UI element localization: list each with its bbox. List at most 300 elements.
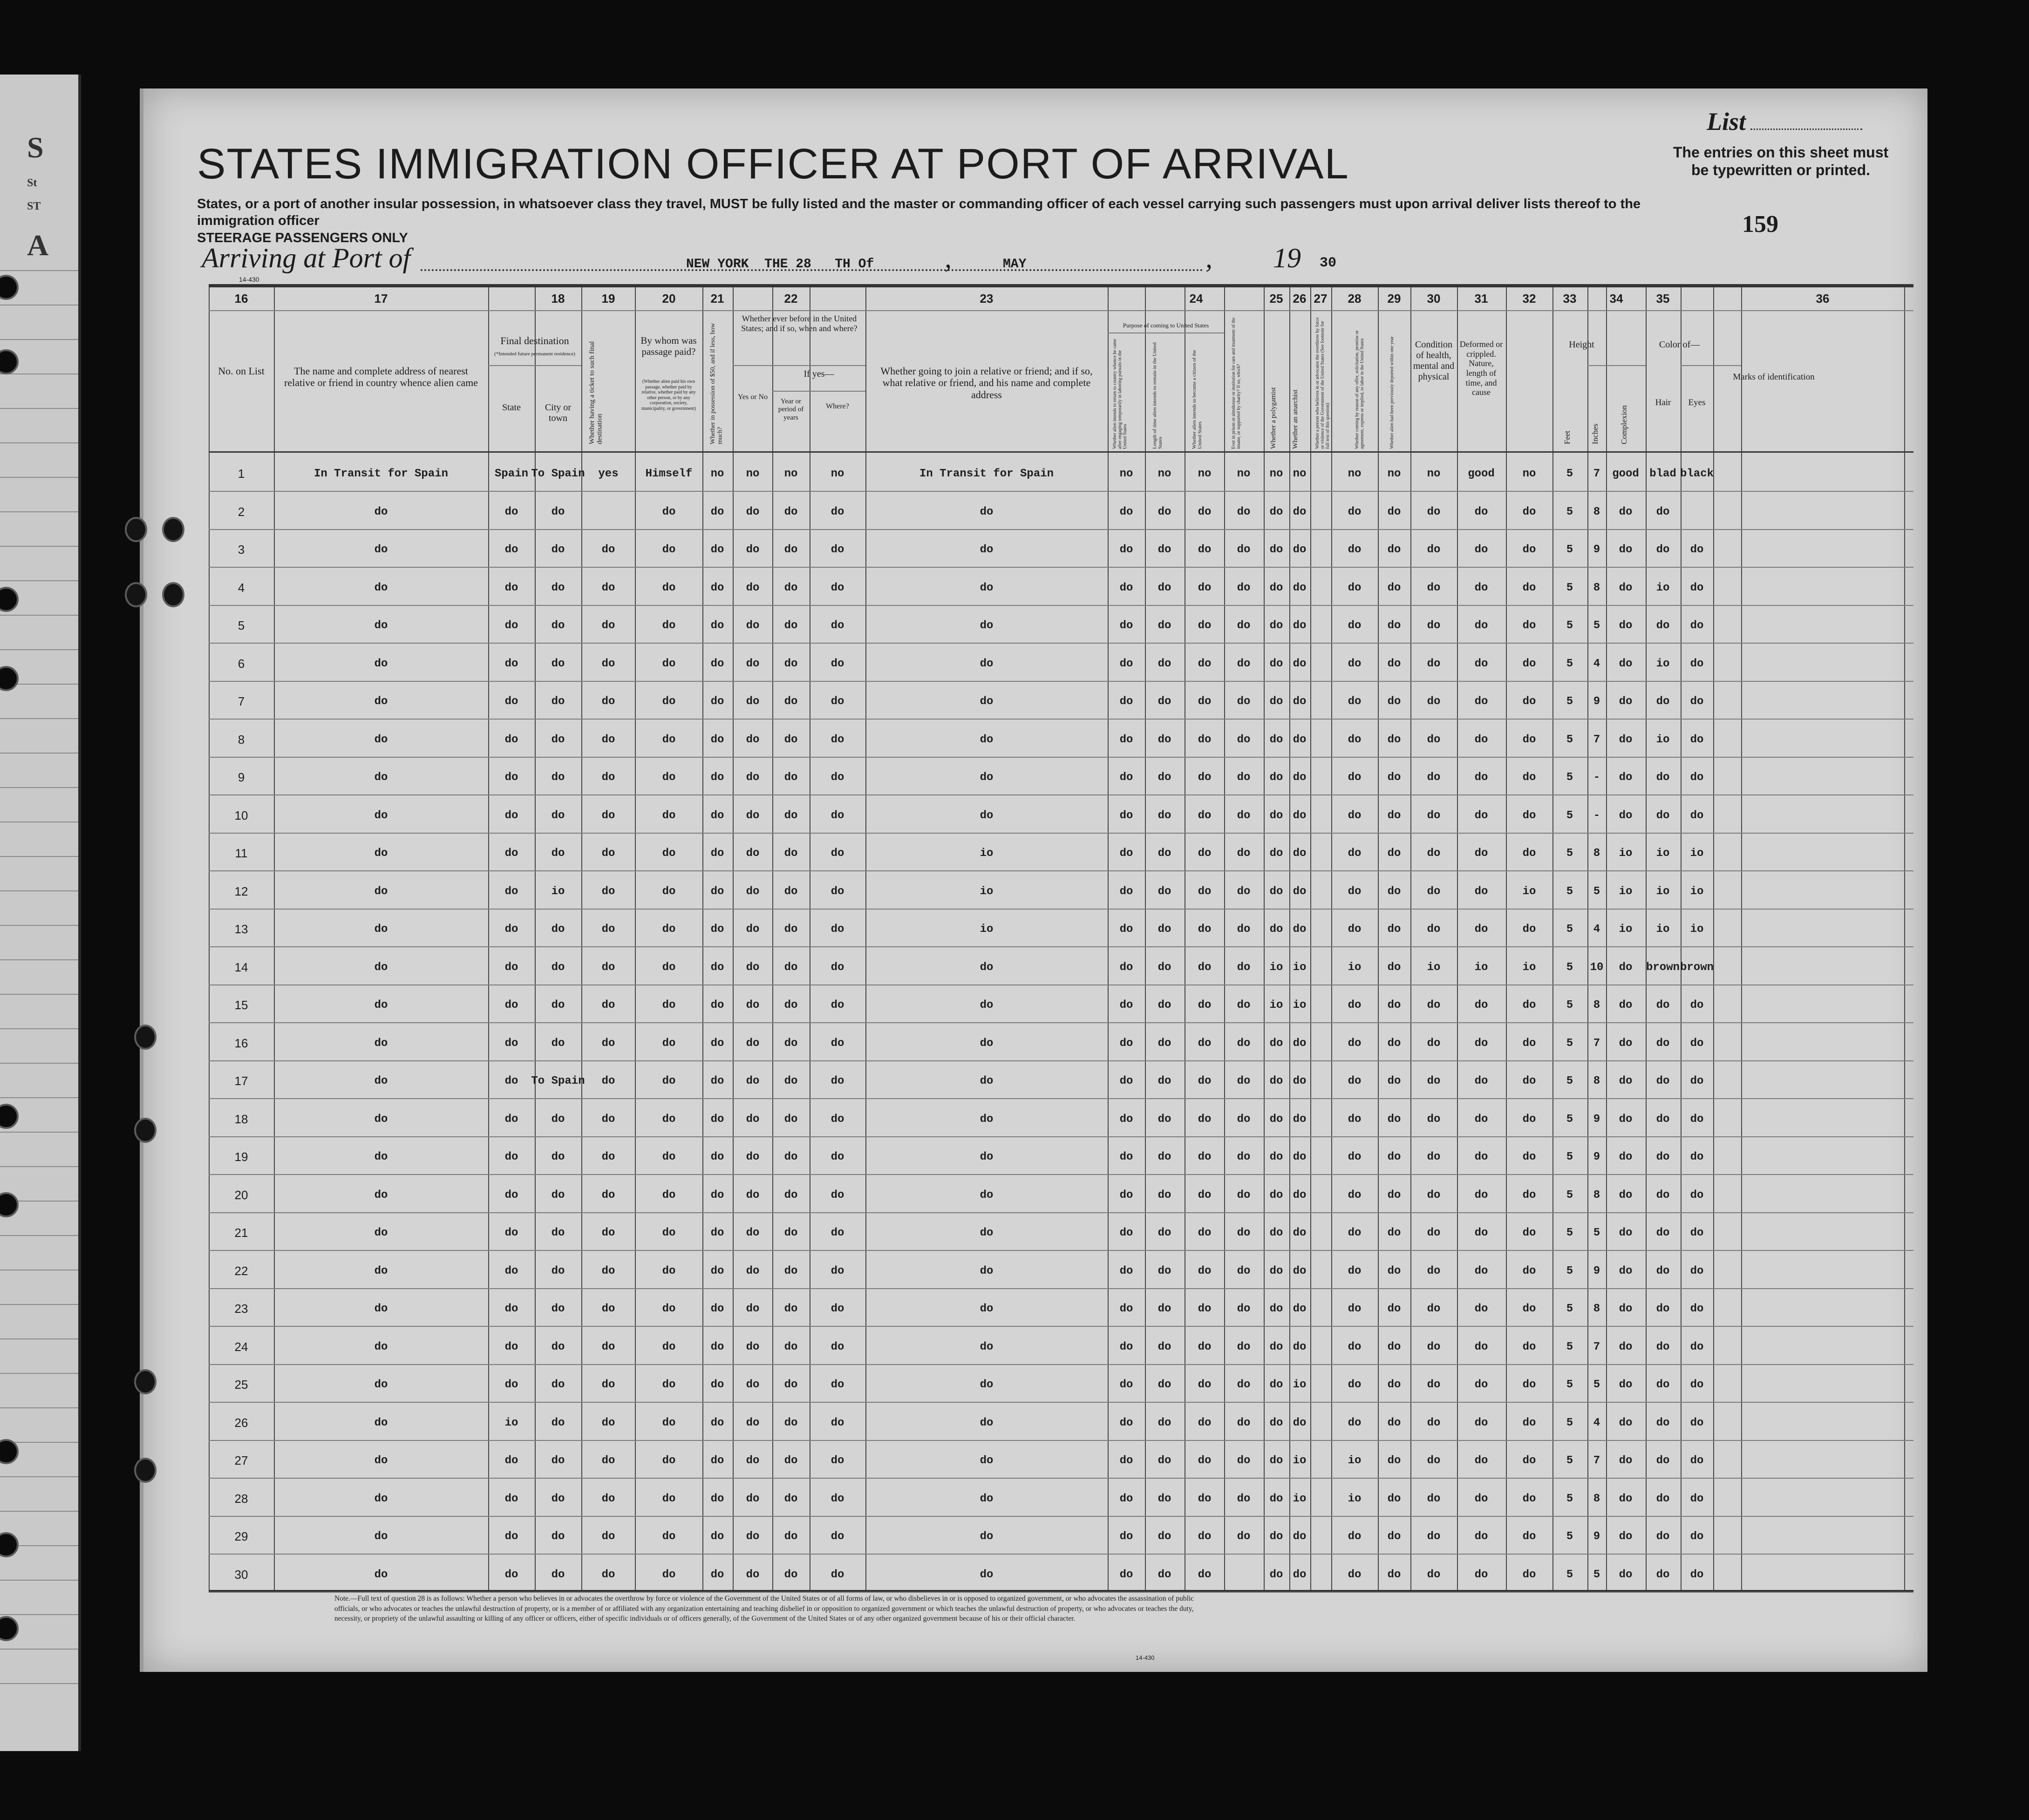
header-labor-offer: Whether coming by reason of any offer, solicitation, promise or agreement, express or implied, to labor in the United States — [1355, 330, 1365, 449]
table-cell: do — [831, 1151, 844, 1163]
table-cell: do — [784, 1530, 798, 1543]
table-cell: do — [504, 1188, 518, 1202]
table-cell: do — [374, 1568, 388, 1581]
table-cell: do — [1474, 733, 1488, 746]
left-page-rule — [0, 1614, 78, 1615]
table-cell: do — [1690, 657, 1704, 670]
table-cell: do — [374, 1227, 388, 1239]
table-cell: do — [831, 1568, 844, 1581]
table-cell: do — [374, 695, 388, 708]
column-rule — [865, 286, 866, 1590]
table-cell: do — [662, 1379, 676, 1391]
table-cell: do — [710, 923, 724, 936]
table-cell: 5 — [1566, 1227, 1573, 1239]
left-page-rule — [0, 1407, 78, 1408]
left-page-rule — [0, 1304, 78, 1305]
table-cell: do — [1387, 809, 1401, 822]
table-cell: do — [1157, 847, 1171, 860]
table-cell: do — [1474, 1340, 1488, 1353]
column-rule — [274, 286, 275, 1590]
table-cell: do — [1269, 505, 1283, 518]
table-cell: do — [662, 1037, 676, 1050]
table-cell: do — [784, 1454, 798, 1467]
table-cell: do — [1293, 1568, 1307, 1581]
table-cell: 8 — [1593, 505, 1600, 518]
table-cell: do — [662, 847, 676, 860]
table-cell: do — [1198, 923, 1212, 936]
table-cell: do — [601, 1075, 615, 1087]
table-cell: do — [662, 1568, 676, 1581]
table-cell: do — [551, 1492, 565, 1505]
table-cell: do — [601, 1416, 615, 1429]
table-cell: 7 — [1593, 1454, 1600, 1467]
table-cell: 8 — [1593, 1492, 1600, 1505]
manifest-page — [140, 88, 1927, 1672]
table-cell: 5 — [1566, 1037, 1573, 1050]
table-cell: do — [831, 1264, 844, 1277]
table-cell: do — [1293, 619, 1307, 632]
table-cell: 5 — [1566, 809, 1573, 822]
header-passage-paid: By whom was passage paid? — [640, 335, 697, 358]
header-complexion: Complexion — [1620, 405, 1628, 444]
left-page-rule — [0, 718, 78, 719]
table-cell: do — [504, 1454, 518, 1467]
table-cell: do — [374, 1492, 388, 1505]
table-cell: do — [1119, 1568, 1133, 1581]
table-cell: do — [1427, 1113, 1441, 1126]
table-cell: do — [1269, 1454, 1283, 1467]
column-rule — [1506, 286, 1507, 1590]
table-row-rule — [209, 946, 1913, 947]
table-cell: 7 — [1593, 1340, 1600, 1353]
column-rule — [535, 286, 536, 1590]
table-cell: do — [1198, 1379, 1212, 1391]
left-page-hole — [0, 349, 19, 374]
table-cell: do — [1474, 1530, 1488, 1543]
table-cell: do — [980, 543, 994, 556]
table-cell: do — [1237, 1492, 1251, 1505]
punch-hole — [134, 1118, 157, 1143]
table-cell: do — [1387, 1492, 1401, 1505]
row-number: 1 — [238, 467, 245, 481]
table-cell: 5 — [1566, 771, 1573, 784]
table-cell: do — [1619, 1568, 1633, 1581]
table-cell: do — [1427, 1151, 1441, 1163]
table-cell: do — [1348, 505, 1362, 518]
arrival-port-date: NEW YORK THE 28 TH Of — [686, 257, 874, 272]
table-cell: do — [1119, 1188, 1133, 1202]
table-cell: good — [1468, 468, 1495, 480]
table-cell: do — [1690, 733, 1704, 746]
table-cell: do — [551, 733, 565, 746]
table-cell: do — [1348, 1037, 1362, 1050]
table-cell: do — [1427, 1379, 1441, 1391]
typewritten-note: The entries on this sheet must be typewritten or printed. — [1673, 144, 1889, 179]
table-cell: do — [980, 1379, 994, 1391]
table-cell: do — [1474, 543, 1488, 556]
table-cell: do — [374, 1379, 388, 1391]
table-cell: do — [1522, 1113, 1536, 1126]
table-cell: do — [1656, 543, 1670, 556]
table-cell: do — [662, 1416, 676, 1429]
table-cell: do — [1387, 1227, 1401, 1239]
table-cell: do — [1198, 733, 1212, 746]
table-cell: do — [746, 543, 760, 556]
column-rule — [1331, 286, 1332, 1590]
table-cell: do — [551, 771, 565, 784]
table-cell: no — [1348, 468, 1362, 480]
table-cell: do — [1198, 1303, 1212, 1315]
table-cell: do — [980, 809, 994, 822]
table-cell: do — [1619, 809, 1633, 822]
left-page-rule — [0, 856, 78, 857]
left-page-rule — [0, 925, 78, 926]
table-cell: do — [746, 885, 760, 898]
table-cell: no — [1157, 468, 1171, 480]
table-cell: do — [1198, 1188, 1212, 1202]
table-cell: do — [980, 581, 994, 594]
column-rule — [1410, 286, 1411, 1590]
table-cell: 10 — [1590, 961, 1604, 974]
table-cell: do — [831, 847, 844, 860]
table-cell: 9 — [1593, 1151, 1600, 1163]
table-cell: do — [601, 999, 615, 1012]
table-cell: do — [374, 1151, 388, 1163]
table-cell: do — [1119, 1264, 1133, 1277]
table-cell: do — [1690, 1075, 1704, 1087]
table-cell: do — [1387, 1530, 1401, 1543]
table-cell: io — [1348, 961, 1362, 974]
table-cell: do — [1157, 619, 1171, 632]
table-cell: 8 — [1593, 1303, 1600, 1315]
table-cell: do — [374, 619, 388, 632]
table-cell: do — [784, 771, 798, 784]
arrival-label: Arriving at Port of — [202, 243, 411, 273]
table-cell: do — [1237, 1188, 1251, 1202]
table-cell: do — [784, 809, 798, 822]
table-cell: do — [1387, 505, 1401, 518]
table-cell: do — [1293, 733, 1307, 746]
table-row-rule — [209, 1250, 1913, 1251]
left-page-rule — [0, 477, 78, 478]
table-cell: io — [1690, 885, 1704, 898]
table-cell: do — [1157, 733, 1171, 746]
table-cell: 9 — [1593, 1113, 1600, 1126]
column-number: 27 — [1314, 292, 1328, 306]
left-page-rule — [0, 615, 78, 616]
table-cell: no — [1269, 468, 1283, 480]
row-number: 14 — [234, 960, 248, 974]
subheader-rule-22b — [772, 391, 865, 392]
table-cell: do — [710, 961, 724, 974]
table-cell: do — [1119, 1340, 1133, 1353]
table-cell: do — [1522, 1454, 1536, 1467]
table-cell: do — [710, 733, 724, 746]
arrival-comma: , — [945, 243, 952, 273]
table-cell: io — [1619, 885, 1633, 898]
table-cell: io — [1293, 1492, 1307, 1505]
table-cell: do — [1619, 1416, 1633, 1429]
table-cell: do — [710, 657, 724, 670]
table-cell: no — [784, 468, 798, 480]
table-cell: do — [1619, 543, 1633, 556]
manifest-table — [209, 284, 1913, 1592]
table-cell: do — [1619, 695, 1633, 708]
table-cell: do — [1198, 505, 1212, 518]
list-label: List — [1706, 108, 1746, 136]
table-cell: do — [831, 999, 844, 1012]
punch-hole — [125, 517, 147, 542]
table-cell: do — [1522, 1188, 1536, 1202]
table-cell: do — [662, 1530, 676, 1543]
table-cell: io — [1348, 1454, 1362, 1467]
header-city: City or town — [545, 402, 572, 423]
table-cell: do — [1474, 809, 1488, 822]
arrival-line — [202, 242, 1692, 279]
table-cell: do — [1656, 771, 1670, 784]
table-cell: do — [746, 999, 760, 1012]
table-cell: io — [1656, 657, 1670, 670]
table-cell: do — [1237, 847, 1251, 860]
punch-hole — [134, 1369, 157, 1394]
table-row-rule — [209, 1364, 1913, 1365]
table-cell: do — [504, 809, 518, 822]
table-row-rule — [209, 1098, 1913, 1099]
table-cell: do — [1387, 961, 1401, 974]
table-cell: do — [601, 581, 615, 594]
table-cell: 9 — [1593, 543, 1600, 556]
table-cell: do — [1157, 999, 1171, 1012]
table-cell: do — [1119, 1075, 1133, 1087]
table-cell: do — [1387, 733, 1401, 746]
left-page-rule — [0, 649, 78, 650]
table-cell: do — [1198, 1340, 1212, 1353]
table-cell: do — [710, 1075, 724, 1087]
table-cell: do — [1348, 771, 1362, 784]
table-cell: 5 — [1593, 885, 1600, 898]
table-cell: do — [601, 1188, 615, 1202]
table-cell: do — [374, 1075, 388, 1087]
table-cell: do — [784, 961, 798, 974]
table-cell: do — [504, 505, 518, 518]
table-cell: do — [784, 885, 798, 898]
table-cell: do — [551, 657, 565, 670]
header-yes-no: Yes or No — [737, 393, 768, 401]
table-cell: 4 — [1593, 1416, 1600, 1429]
table-cell: do — [980, 1340, 994, 1353]
table-cell: do — [374, 999, 388, 1012]
table-cell: do — [1157, 1227, 1171, 1239]
table-cell: do — [1427, 1416, 1441, 1429]
row-number: 18 — [234, 1112, 248, 1126]
table-cell: do — [1474, 1227, 1488, 1239]
table-cell: do — [1237, 1530, 1251, 1543]
table-cell: do — [1522, 1492, 1536, 1505]
table-cell: do — [1237, 543, 1251, 556]
table-cell: do — [1198, 961, 1212, 974]
table-cell: do — [504, 885, 518, 898]
table-cell: do — [1293, 1530, 1307, 1543]
table-row-rule — [209, 1592, 1913, 1593]
table-cell: do — [1348, 1113, 1362, 1126]
table-cell: do — [1522, 1227, 1536, 1239]
table-cell: do — [1387, 771, 1401, 784]
table-cell: do — [1474, 999, 1488, 1012]
column-rule — [1145, 286, 1146, 1590]
table-cell: do — [504, 1303, 518, 1315]
column-rule — [1378, 286, 1379, 1590]
table-cell: do — [1522, 1416, 1536, 1429]
table-cell: do — [1427, 885, 1441, 898]
table-cell: do — [710, 1379, 724, 1391]
table-row-rule — [209, 491, 1913, 492]
table-cell: do — [980, 1037, 994, 1050]
table-cell: do — [1293, 771, 1307, 784]
left-page-fragment: St — [27, 177, 37, 189]
table-cell: do — [1387, 1264, 1401, 1277]
table-cell: do — [1237, 999, 1251, 1012]
table-cell: do — [601, 1454, 615, 1467]
table-cell: do — [1237, 885, 1251, 898]
table-cell: 5 — [1566, 1416, 1573, 1429]
left-page-rule — [0, 1338, 78, 1339]
table-cell: do — [1237, 1037, 1251, 1050]
table-cell: do — [1522, 1568, 1536, 1581]
table-cell: do — [1269, 1379, 1283, 1391]
row-number: 9 — [238, 770, 245, 784]
table-cell: io — [1619, 847, 1633, 860]
table-cell: do — [980, 1454, 994, 1467]
header-anarchist: Whether an anarchist — [1292, 389, 1299, 449]
table-cell: do — [1293, 543, 1307, 556]
table-cell: do — [1293, 1037, 1307, 1050]
table-cell: do — [1427, 809, 1441, 822]
table-row-rule — [209, 605, 1913, 606]
table-cell: do — [746, 923, 760, 936]
table-cell: 5 — [1593, 1568, 1600, 1581]
table-cell: do — [1119, 695, 1133, 708]
table-cell: do — [551, 1303, 565, 1315]
table-cell: do — [601, 657, 615, 670]
table-cell: do — [504, 581, 518, 594]
row-number: 27 — [234, 1453, 248, 1467]
table-cell: do — [1474, 1379, 1488, 1391]
table-cell: do — [551, 1568, 565, 1581]
column-number: 22 — [784, 292, 798, 306]
table-cell: do — [1157, 771, 1171, 784]
table-cell: do — [1387, 923, 1401, 936]
table-row-rule — [209, 1478, 1913, 1479]
table-cell: do — [831, 1075, 844, 1087]
table-cell: do — [1522, 923, 1536, 936]
table-cell: do — [1387, 885, 1401, 898]
table-cell: do — [1427, 1303, 1441, 1315]
table-cell: do — [784, 1379, 798, 1391]
table-cell: do — [1269, 543, 1283, 556]
left-page-rule — [0, 1511, 78, 1512]
column-number: 18 — [551, 292, 565, 306]
column-rule — [581, 286, 582, 1590]
table-cell: io — [980, 923, 994, 936]
table-cell: do — [1619, 581, 1633, 594]
table-cell: no — [1293, 468, 1307, 480]
table-cell: do — [784, 581, 798, 594]
table-cell: do — [1427, 505, 1441, 518]
table-cell: io — [980, 885, 994, 898]
column-rule — [209, 286, 210, 1590]
table-row-rule — [209, 643, 1913, 644]
row-number: 4 — [238, 580, 245, 595]
table-cell: do — [1198, 619, 1212, 632]
column-number: 21 — [710, 292, 724, 306]
table-cell: 5 — [1566, 999, 1573, 1012]
table-cell: do — [1269, 1340, 1283, 1353]
table-row-rule — [209, 1136, 1913, 1137]
table-cell: do — [1198, 543, 1212, 556]
punch-hole — [134, 1458, 157, 1483]
table-cell: do — [980, 961, 994, 974]
table-cell: do — [1157, 657, 1171, 670]
table-cell: do — [710, 1303, 724, 1315]
table-cell: no — [746, 468, 760, 480]
table-cell: 5 — [1593, 1379, 1600, 1391]
table-cell: do — [1237, 619, 1251, 632]
table-cell: do — [1427, 1188, 1441, 1202]
table-cell: do — [1690, 1379, 1704, 1391]
table-cell: do — [1522, 1340, 1536, 1353]
table-cell: do — [746, 733, 760, 746]
row-number: 21 — [234, 1226, 248, 1240]
table-cell: do — [746, 1188, 760, 1202]
table-cell: no — [1522, 468, 1536, 480]
table-cell: do — [831, 1188, 844, 1202]
left-page-hole — [0, 666, 19, 691]
table-cell: do — [1198, 1113, 1212, 1126]
table-cell: To Spain — [531, 1075, 585, 1087]
table-cell: do — [1348, 695, 1362, 708]
left-page-rule — [0, 270, 78, 271]
table-cell: do — [504, 1530, 518, 1543]
table-cell: do — [1427, 1530, 1441, 1543]
table-cell: do — [746, 1340, 760, 1353]
table-cell: do — [1269, 1113, 1283, 1126]
table-cell: 7 — [1593, 733, 1600, 746]
table-cell: do — [1474, 923, 1488, 936]
list-number-field — [1707, 107, 1862, 136]
column-rule — [1713, 286, 1714, 1590]
row-number: 24 — [234, 1339, 248, 1354]
table-cell: do — [1522, 619, 1536, 632]
table-cell: do — [1387, 543, 1401, 556]
header-top-rule — [209, 286, 1913, 287]
table-cell: do — [1293, 1264, 1307, 1277]
table-cell: do — [1387, 657, 1401, 670]
table-cell: do — [1269, 885, 1283, 898]
table-cell: do — [662, 885, 676, 898]
column-rule — [1224, 286, 1225, 1590]
table-cell: do — [1348, 1188, 1362, 1202]
table-cell: do — [1690, 1264, 1704, 1277]
table-cell: do — [1119, 733, 1133, 746]
table-cell: do — [1387, 695, 1401, 708]
table-cell: 5 — [1566, 581, 1573, 594]
table-cell: do — [374, 1264, 388, 1277]
left-page-rule — [0, 1476, 78, 1477]
table-cell: do — [1237, 1379, 1251, 1391]
left-page-rule — [0, 339, 78, 340]
table-row-rule — [209, 1174, 1913, 1175]
table-cell: do — [1427, 1568, 1441, 1581]
